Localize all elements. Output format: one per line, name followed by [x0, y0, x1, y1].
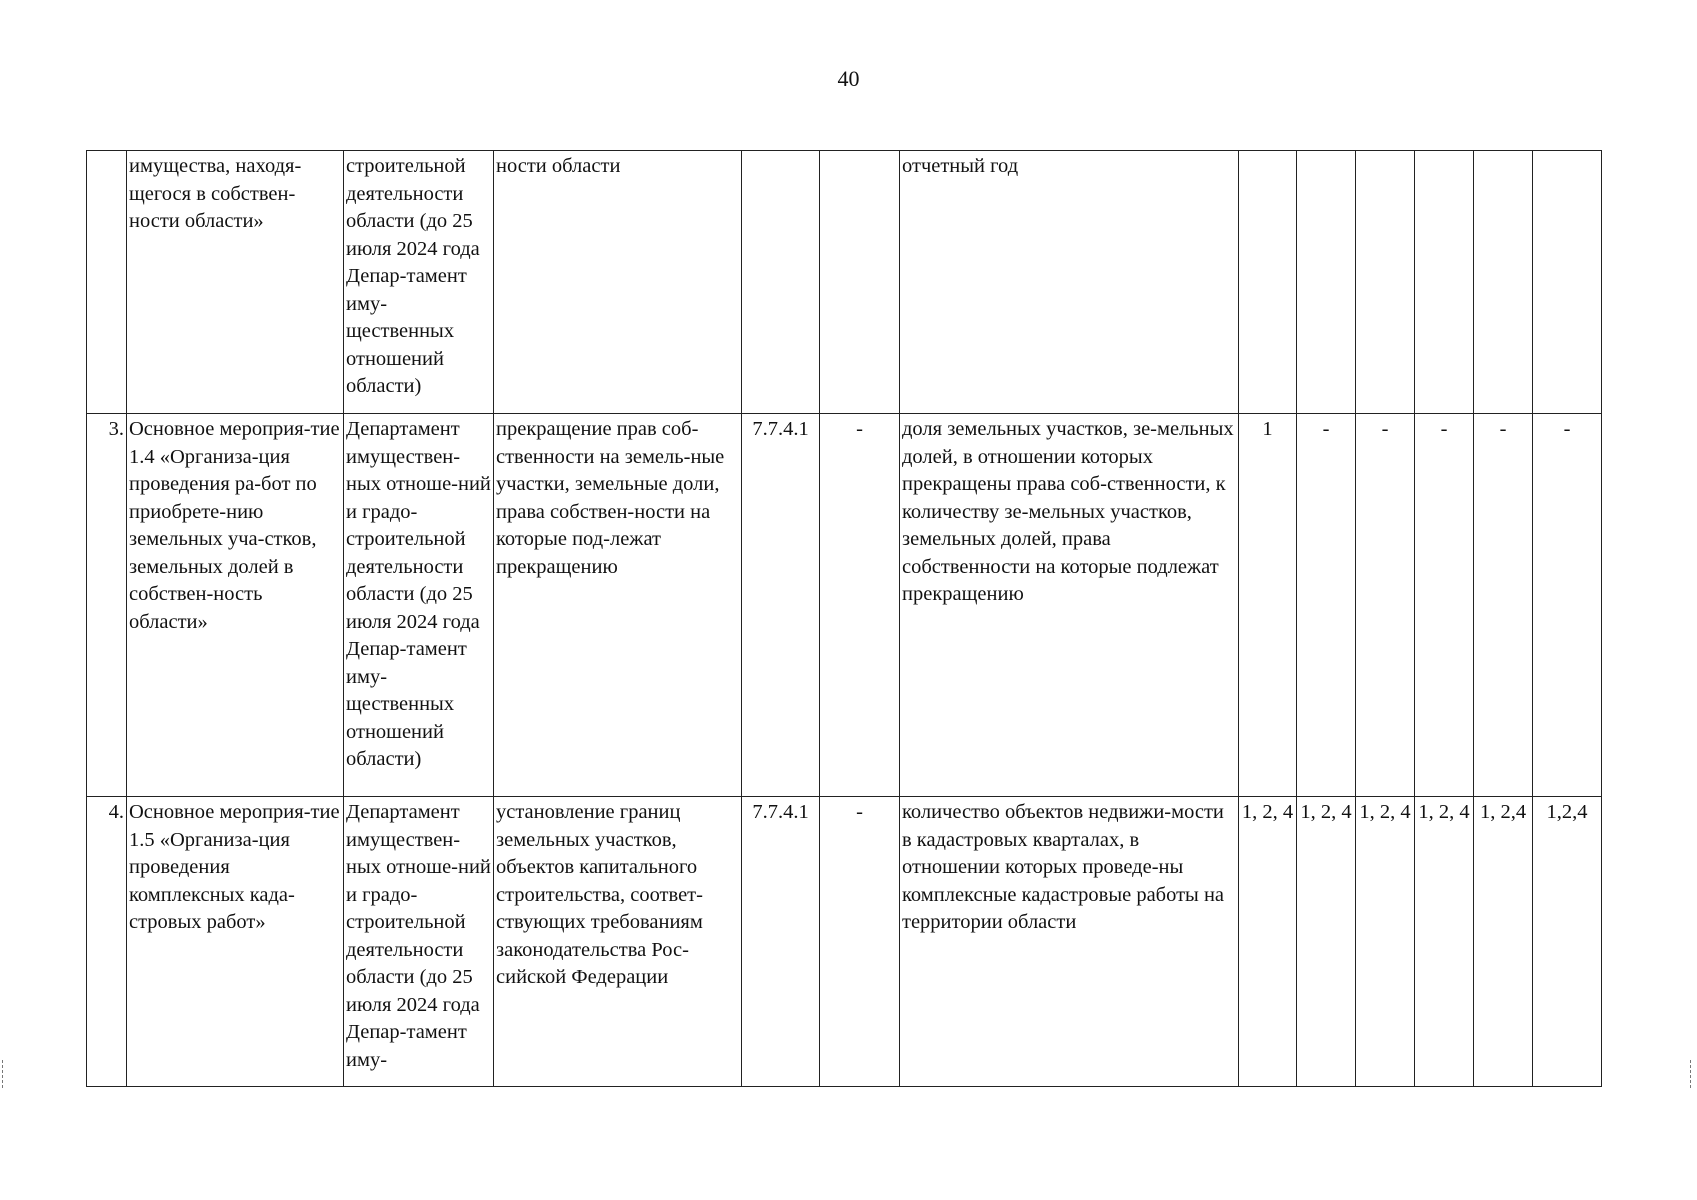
indicator-cell: количество объектов недвижи-мости в кадастровых кварталах, в отношении которых проведе-ны комплексные кадастровые работы на территории области [900, 797, 1239, 1087]
value-cell [1533, 151, 1602, 414]
responsible-cell: Департамент имуществен-ных отноше-ний и градо-строительной деятельности области (до 25 июля 2024 года Депар-тамент иму- [344, 797, 494, 1087]
measures-table [86, 150, 1602, 1087]
result-cell: прекращение прав соб-ственности на земель-ные участки, земельные доли, права собствен-ности на которые под-лежат прекращению [494, 414, 742, 797]
value-cell: - [1533, 414, 1602, 797]
result-cell: установление границ земельных участков, объектов капитального строительства, соответ-ствующих требованиям законодательства Рос-сийской Федерации [494, 797, 742, 1087]
dash-cell: - [820, 797, 900, 1087]
value-cell [1474, 151, 1533, 414]
value-cell [1415, 151, 1474, 414]
table-row [87, 151, 1602, 414]
value-cell: - [1297, 414, 1356, 797]
responsible-cell: строительной деятельности области (до 25 июля 2024 года Депар-тамент иму-щественных отношений области) [344, 151, 494, 414]
dash-cell: - [820, 414, 900, 797]
value-cell: 1, 2,4 [1474, 797, 1533, 1087]
value-cell: 1 [1239, 414, 1297, 797]
value-cell: 1, 2, 4 [1239, 797, 1297, 1087]
row-number [87, 151, 127, 414]
value-cell: - [1474, 414, 1533, 797]
value-cell: 1, 2, 4 [1297, 797, 1356, 1087]
left-scan-edge-mark [2, 1060, 7, 1088]
table-row [87, 797, 1602, 1087]
table-row [87, 414, 1602, 797]
value-cell: - [1356, 414, 1415, 797]
dash-cell [820, 151, 900, 414]
code-cell [742, 151, 820, 414]
responsible-cell: Департамент имуществен-ных отноше-ний и градо-строительной деятельности области (до 25 июля 2024 года Депар-тамент иму-щественных отношений области) [344, 414, 494, 797]
measure-cell: имущества, находя-щегося в собствен-ности области» [127, 151, 344, 414]
indicator-cell: доля земельных участков, зе-мельных долей, в отношении которых прекращены права соб-ственности, к количеству зе-мельных участков, земельных долей, права собственности на которые подлежат прекращению [900, 414, 1239, 797]
page-number: 40 [837, 66, 860, 91]
result-cell: ности области [494, 151, 742, 414]
code-cell: 7.7.4.1 [742, 797, 820, 1087]
measure-cell: Основное мероприя-тие 1.5 «Организа-ция проведения комплексных када-стровых работ» [127, 797, 344, 1087]
row-number: 3. [87, 414, 127, 797]
value-cell: 1, 2, 4 [1415, 797, 1474, 1087]
value-cell [1239, 151, 1297, 414]
measure-cell: Основное мероприя-тие 1.4 «Организа-ция проведения ра-бот по приобрете-нию земельных уча-стков, земельных долей в собствен-ность области» [127, 414, 344, 797]
value-cell: 1,2,4 [1533, 797, 1602, 1087]
code-cell: 7.7.4.1 [742, 414, 820, 797]
indicator-cell: отчетный год [900, 151, 1239, 414]
value-cell: 1, 2, 4 [1356, 797, 1415, 1087]
right-scan-edge-mark [1690, 1060, 1695, 1088]
row-number: 4. [87, 797, 127, 1087]
value-cell [1297, 151, 1356, 414]
value-cell: - [1415, 414, 1474, 797]
value-cell [1356, 151, 1415, 414]
